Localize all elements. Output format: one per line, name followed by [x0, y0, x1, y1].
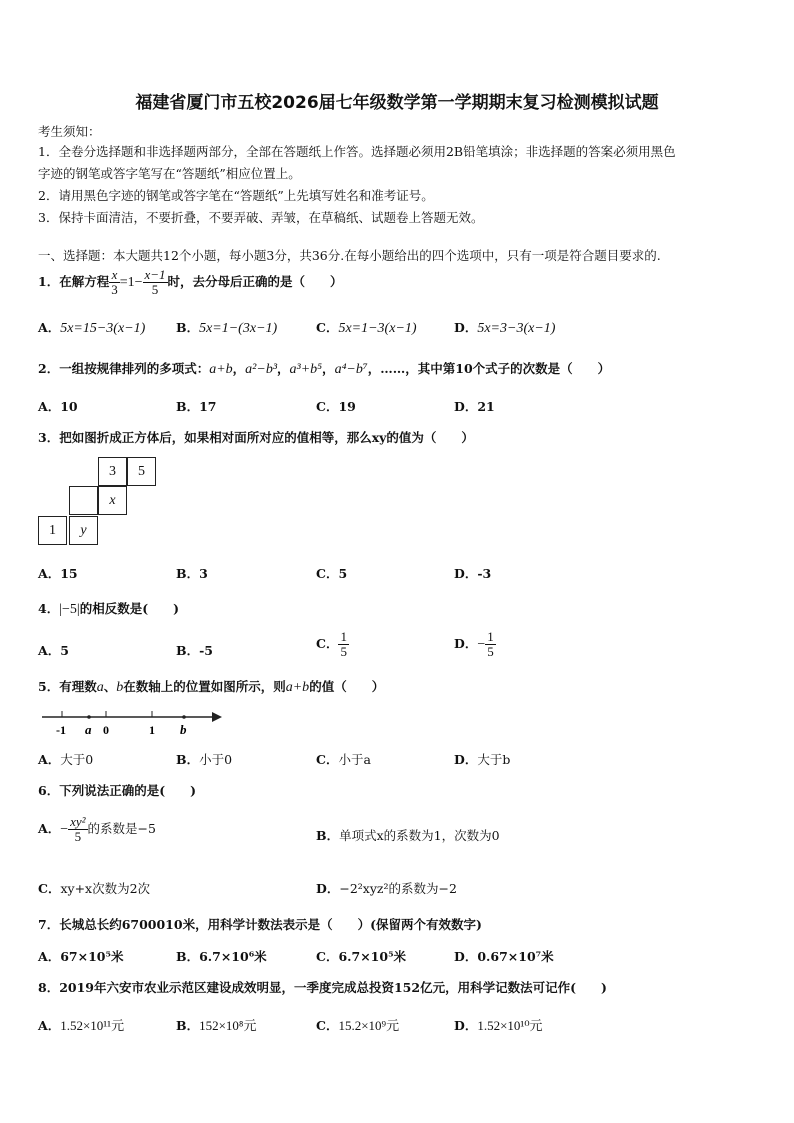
q7-option-c: [316, 947, 406, 965]
question-4: [38, 599, 179, 618]
q5-option-c: [316, 750, 371, 768]
q2-term-2: a²−b³: [245, 362, 278, 377]
notice-item: 字迹的钢笔或答字笔写在“答题纸”相应位置上。: [38, 166, 301, 181]
option-label: A．: [38, 320, 61, 335]
option-label: A．: [38, 821, 61, 836]
option-fraction: [485, 630, 496, 659]
net-cell: 3: [98, 457, 127, 486]
option-label: D．: [454, 752, 478, 767]
option-text: 5: [60, 643, 69, 658]
q2-prefix: 2．一组按规律排列的多项式：: [38, 361, 210, 376]
option-text: 5: [338, 566, 348, 581]
q2-option-c: [316, 397, 356, 415]
option-text: 单项式x的系数为1，次数为0: [339, 828, 500, 843]
axis-label: 1: [149, 723, 155, 737]
q6-option-c: [38, 879, 150, 897]
option-text: 大于b: [477, 752, 511, 767]
option-text: 67×10⁵米: [60, 949, 124, 964]
net-cell: x: [98, 486, 127, 515]
option-label: C．: [38, 881, 61, 896]
net-cell: y: [69, 516, 98, 545]
q2-option-d: [454, 397, 495, 415]
fraction-num: 1: [340, 629, 347, 644]
option-label: B．: [316, 828, 340, 843]
option-text: 小于0: [199, 752, 233, 767]
q2-option-a: [38, 397, 78, 415]
point-a: [87, 715, 91, 719]
q1-f2-num: x−1: [144, 267, 166, 282]
q3-option-a: [38, 564, 78, 582]
q3-option-d: [454, 564, 491, 582]
axis-label: a: [85, 722, 92, 737]
axis-label: -1: [56, 723, 66, 737]
option-label: C．: [316, 1018, 339, 1033]
option-label: D．: [454, 636, 478, 651]
option-label: A．: [38, 566, 61, 581]
option-text: 21: [477, 399, 495, 414]
fraction-den: 5: [487, 644, 494, 659]
q1-option-c: [316, 318, 417, 337]
fraction-num: 1: [487, 629, 494, 644]
q8-option-a: [38, 1015, 124, 1034]
q8-option-b: [176, 1015, 256, 1034]
option-label: D．: [454, 566, 478, 581]
option-label: B．: [176, 320, 200, 335]
notice-heading: 考生须知：: [38, 124, 101, 139]
net-cell: 1: [38, 516, 67, 545]
question-1: [38, 268, 343, 297]
option-text: 0.67×10⁷米: [477, 949, 554, 964]
option-label: C．: [316, 949, 339, 964]
option-label: B．: [176, 643, 200, 658]
q1-prefix: 1．在解方程: [38, 274, 110, 289]
option-label: D．: [454, 1018, 478, 1033]
q6-option-a: [38, 815, 156, 844]
q8-option-d: [454, 1015, 543, 1034]
option-label: B．: [176, 752, 200, 767]
fraction-den: 5: [340, 644, 347, 659]
option-text: 3: [199, 566, 208, 581]
option-label: A．: [38, 643, 61, 658]
q2-term-4: a⁴−b⁷: [334, 362, 368, 377]
option-text: 19: [338, 399, 356, 414]
fraction-den: 5: [74, 829, 82, 844]
q4-prefix: 4．: [38, 601, 60, 616]
q1-f1-num: x: [109, 268, 120, 283]
option-text: −2²xyz²的系数为−2: [339, 881, 457, 896]
section-heading: 一、选择题：本大题共12个小题，每小题3分，共36分.在每小题给出的四个选项中，只有一项是符合题目要求的.: [38, 248, 661, 263]
q4-abs-value: |−5|: [59, 602, 80, 617]
q7-option-a: [38, 947, 123, 965]
q7-option-d: [454, 947, 554, 965]
option-text: 6.7×10⁶米: [199, 949, 267, 964]
option-text: 大于0: [60, 752, 94, 767]
q5-suffix: 的值（ ）: [309, 679, 385, 694]
option-sign: −: [477, 637, 486, 652]
option-label: C．: [316, 399, 339, 414]
question-2: 2．一组按规律排列的多项式：a+b，a²−b³，a³+b⁵，a⁴−b⁷，……，其中第10个式子的次数是（ ）: [38, 361, 611, 377]
option-label: A．: [38, 752, 61, 767]
q1-mid: =1−: [119, 275, 143, 290]
option-label: B．: [176, 949, 200, 964]
option-text: 小于a: [338, 752, 371, 767]
q3-option-c: [316, 564, 347, 582]
q2-term-1: a+b: [209, 362, 233, 377]
q5-mid: 在数轴上的位置如图所示，则: [123, 679, 286, 694]
q4-suffix: 的相反数是( ): [79, 601, 180, 616]
notice-item: 1．全卷分选择题和非选择题两部分，全部在答题纸上作答。选择题必须用2B铅笔填涂；非选择题的答案必须用黑色: [38, 144, 676, 159]
option-label: A．: [38, 949, 61, 964]
q5-option-d: [454, 750, 510, 768]
option-text: 5x=3−3(x−1): [477, 321, 556, 336]
page-title: 福建省厦门市五校2026届七年级数学第一学期期末复习检测模拟试题: [135, 93, 659, 113]
number-line-figure: [38, 706, 228, 738]
q4-option-d: [454, 630, 496, 659]
option-label: A．: [38, 399, 61, 414]
option-label: B．: [176, 1018, 200, 1033]
q5-prefix: 5．有理数: [38, 679, 97, 694]
q2-term-3: a³+b⁵: [289, 362, 323, 377]
q1-option-d: [454, 318, 555, 337]
option-text: 5x=1−(3x−1): [199, 321, 278, 336]
number-line-arrow: [212, 712, 222, 722]
question-6: 6．下列说法正确的是( ): [38, 783, 197, 798]
option-label: A．: [38, 1018, 61, 1033]
q2-option-b: [176, 397, 216, 415]
option-text: 15.2×10⁹元: [338, 1018, 400, 1033]
q5-option-a: [38, 750, 93, 768]
q1-option-a: [38, 318, 145, 337]
fraction-num: xy²: [70, 814, 86, 829]
notice-item: 2．请用黑色字迹的钢笔或答字笔在“答题纸”上先填写姓名和准考证号。: [38, 188, 434, 203]
option-label: C．: [316, 752, 339, 767]
q4-option-a: [38, 641, 69, 659]
axis-label: 0: [103, 723, 109, 737]
q6-option-d: [316, 879, 457, 897]
option-text: 1.52×10¹¹元: [60, 1018, 125, 1033]
q5-sep: 、: [103, 679, 117, 694]
option-fraction: [338, 630, 349, 659]
option-text: 17: [199, 399, 217, 414]
option-label: C．: [316, 636, 339, 651]
q1-suffix: 时，去分母后正确的是（ ）: [167, 274, 343, 289]
option-label: D．: [454, 320, 478, 335]
option-text: -3: [477, 566, 492, 581]
q1-f1-den: 3: [111, 282, 118, 297]
q1-fraction-2: [143, 268, 168, 297]
q2-suffix: ，……，其中第10个式子的次数是（ ）: [367, 361, 611, 376]
option-label: D．: [454, 949, 478, 964]
option-sign: −: [60, 822, 69, 837]
option-label: D．: [454, 399, 478, 414]
option-label: C．: [316, 320, 339, 335]
option-text: 5x=15−3(x−1): [60, 321, 146, 336]
option-text: 的系数是−5: [87, 821, 156, 836]
question-8: 8．2019年六安市农业示范区建设成效明显，一季度完成总投资152亿元，用科学记数法可记作( ): [38, 980, 607, 995]
net-cell-empty: [69, 486, 98, 515]
q5-option-b: [176, 750, 232, 768]
option-label: B．: [176, 399, 200, 414]
q1-fraction-1: [109, 268, 120, 297]
q1-option-b: [176, 318, 277, 337]
option-fraction: [68, 815, 87, 844]
option-text: 1.52×10¹⁰元: [477, 1018, 543, 1033]
q1-f2-den: 5: [151, 282, 159, 297]
option-text: 10: [60, 399, 78, 414]
option-text: xy+x次数为2次: [60, 881, 151, 896]
option-text: 5x=1−3(x−1): [338, 321, 417, 336]
option-text: -5: [199, 643, 213, 658]
notice-item: 3．保持卡面清洁，不要折叠，不要弄破、弄皱，在草稿纸、试题卷上答题无效。: [38, 210, 484, 225]
option-label: D．: [316, 881, 340, 896]
option-text: 152×10⁸元: [199, 1018, 257, 1033]
q5-var-a: a: [96, 680, 104, 695]
q8-option-c: [316, 1015, 399, 1034]
q3-option-b: [176, 564, 208, 582]
point-b: [182, 715, 186, 719]
net-cell: 5: [127, 457, 156, 486]
option-label: B．: [176, 566, 200, 581]
q4-option-c: [316, 630, 349, 659]
question-3: 3．把如图折成正方体后，如果相对面所对应的值相等，那么xy的值为（ ）: [38, 430, 474, 445]
option-label: C．: [316, 566, 339, 581]
q6-option-b: [316, 826, 500, 844]
q5-expr: a+b: [285, 680, 310, 695]
q4-option-b: [176, 641, 213, 659]
q5-var-b: b: [116, 680, 124, 695]
axis-label: b: [180, 722, 187, 737]
option-text: 6.7×10⁵米: [338, 949, 407, 964]
q7-option-b: [176, 947, 267, 965]
question-5: [38, 677, 384, 696]
question-7: 7．长城总长约6700010米，用科学计数法表示是（ ）(保留两个有效数字): [38, 917, 482, 932]
option-text: 15: [60, 566, 78, 581]
